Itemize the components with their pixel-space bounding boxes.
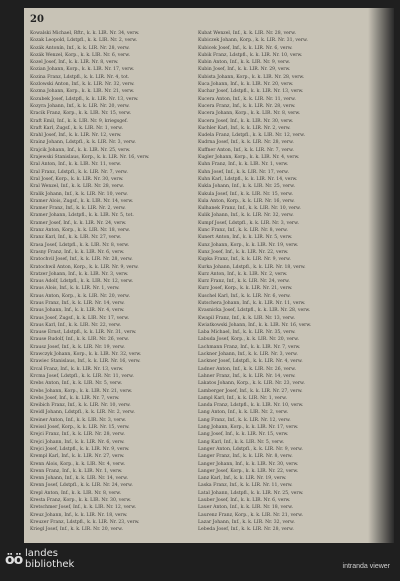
list-entry: Krasa Josef, Ldstpfl., k. k. LIR. Nr. 8, verw. <box>30 242 130 248</box>
list-entry: Kranz Karl, Inf., k. k. LIR. Nr. 27, verw. <box>30 235 122 241</box>
list-entry: Kreuzer Franz, Ldstpfl., k. k. LIR. Nr. 23, verw. <box>30 519 140 525</box>
list-entry: Krebs Johann, Korp., k. k. LIR. Nr. 21, verw. <box>30 388 133 394</box>
list-entry: Kozlowski Anton, Inf., k. k. LIR. Nr. 32, verw. <box>30 82 135 88</box>
list-entry: Labuda Josef, Korp., k. k. LIR. Nr. 20, verw. <box>198 337 299 343</box>
list-entry: Lazar Johann, Inf., k. k. LIR. Nr. 32, verw. <box>198 519 295 525</box>
list-entry: Kucera Johann, Korp., k. k. LIR. Nr. 8, verw. <box>198 111 301 117</box>
list-entry: Langer Franz, Inf., k. k. LIR. Nr. 8, verw. <box>198 454 293 460</box>
list-entry: Kubista Johann, Korp., k. k. LIR. Nr. 28, verw. <box>198 74 305 80</box>
list-entry: Krcma Josef, Ldstpfl., k. k. LIR. Nr. 11, verw. <box>30 373 134 379</box>
list-entry: Kubiczek Johann, Korp., k. k. LIR. Nr. 31, verw. <box>198 38 308 44</box>
list-entry: Kunz Johann, Korp., k. k. LIR. Nr. 19, verw. <box>198 242 299 248</box>
list-entry: Kudrna Josef, Inf., k. k. LIR. Nr. 28, verw. <box>198 140 294 146</box>
list-entry: Kraft Emil, Inf., k. k. LIR. Nr. 9, kriegsgef. <box>30 118 128 124</box>
list-entry: Kresta Franz, Korp., k. k. LIR. Nr. 30, verw. <box>30 498 132 503</box>
list-entry: Kratochvil Josef, Inf., k. k. LIR. Nr. 28, verw. <box>30 257 133 263</box>
list-entry: Kreibich Franz, Inf., k. k. LIR. Nr. 10, verw. <box>30 403 131 409</box>
list-entry: Krainz Johann, Ldstpfl., k. k. LIR. Nr. 3, verw. <box>30 140 136 146</box>
list-entry: Krempl Karl, Inf., k. k. LIR. Nr. 27, verw. <box>30 454 125 460</box>
list-entry: Kuschel Karl, Inf., k. k. LIR. Nr. 6, verw. <box>198 293 291 299</box>
list-entry: Krepl Anton, Inf., k. k. LIR. Nr. 8, verw. <box>30 490 122 496</box>
list-entry: Latal Johann, Ldstpfl., k. k. LIR. Nr. 25, verw. <box>198 490 304 496</box>
list-entry: Kupka Franz, Inf., k. k. LIR. Nr. 9, verw. <box>198 257 291 263</box>
list-entry: Krejci Johann, Inf., k. k. LIR. Nr. 6, verw. <box>30 439 125 445</box>
list-entry: Kozák Antonín, Inf., k. k. LIR. Nr. 28, verw. <box>30 45 130 51</box>
list-entry: Kreidl Johann, Ldstpfl., k. k. LIR. Nr. 2, verw. <box>30 410 135 416</box>
list-entry: Kurka Johann, Ldstpfl., k. k. LIR. Nr. 18, verw. <box>198 264 306 270</box>
list-entry: Krejci Franz, Inf., k. k. LIR. Nr. 28, verw. <box>30 432 125 438</box>
list-entry: Kuffner Anton, Inf., k. k. LIR. Nr. 7, verw. <box>198 147 294 153</box>
list-entry: Kurz Josef, Korp., k. k. LIR. Nr. 21, verw. <box>198 286 293 292</box>
list-entry: Lakatos Johann, Korp., k. k. LIR. Nr. 23, verw. <box>198 381 305 387</box>
list-entry: Kral Franz, Ldstpfl., k. k. LIR. Nr. 7, verw. <box>30 169 128 175</box>
list-entry: Kucera Anton, Inf., k. k. LIR. Nr. 11, verw. <box>198 96 296 102</box>
list-entry: Lampl Karl, Inf., k. k. LIR. Nr. 1, verw. <box>198 395 287 401</box>
list-entry: Kubicek Josef, Inf., k. k. LIR. Nr. 6, verw. <box>198 45 293 51</box>
list-entry: Lang Josef, Inf., k. k. LIR. Nr. 15, verw. <box>198 432 289 438</box>
list-entry: Kramer Franz, Inf., k. k. LIR. Nr. 2, verw. <box>30 206 126 212</box>
list-entry: Lang Johann, Korp., k. k. LIR. Nr. 17, verw. <box>198 425 299 431</box>
list-entry: Kraus Karl, Inf., k. k. LIR. Nr. 22, verw. <box>30 322 121 328</box>
list-entry: Kubat Wenzel, Inf., k. k. LIR. Nr. 28, verw. <box>198 31 296 36</box>
list-entry: Kuchar Josef, Ldstpfl., k. k. LIR. Nr. 13, verw. <box>198 89 304 95</box>
list-entry: Kral Anton, Inf., k. k. LIR. Nr. 11, verw. <box>30 162 122 168</box>
list-entry: Kucera Josef, Inf., k. k. LIR. Nr. 30, verw. <box>198 118 294 124</box>
list-entry: Kukula Josef, Inf., k. k. LIR. Nr. 15, verw. <box>198 191 293 197</box>
list-entry: Kozina Franz, Ldstpfl., k. k. LIR. Nr. 4, tot. <box>30 74 130 80</box>
list-entry: Krajcik Johann, Inf., k. k. LIR. Nr. 25, verw. <box>30 147 131 153</box>
list-entry: Kurz Anton, Inf., k. k. LIR. Nr. 2, verw. <box>198 271 288 277</box>
list-entry: Kula Anton, Korp., k. k. LIR. Nr. 16, verw. <box>198 198 295 204</box>
list-entry: Kozubek Josef, Ldstpfl., k. k. LIR. Nr. 13, verw. <box>30 96 139 102</box>
book-gutter <box>368 8 394 543</box>
list-entry: Kugler Johann, Korp., k. k. LIR. Nr. 4, verw. <box>198 155 300 161</box>
list-entry: Krawczyk Johann, Korp., k. k. LIR. Nr. 32, verw. <box>30 352 142 358</box>
list-entry: Kriegl Josef, Inf., k. k. LIR. Nr. 20, verw. <box>30 527 123 533</box>
list-entry: Lackner Josef, Ldstpfl., k. k. LIR. Nr. 4, verw. <box>198 359 303 365</box>
list-entry: Langer Johann, Inf., k. k. LIR. Nr. 30, verw. <box>198 461 299 467</box>
list-entry: Kranz Anton, Korp., k. k. LIR. Nr. 18, verw. <box>30 228 130 234</box>
list-entry: Kraus Franz, Inf., k. k. LIR. Nr. 14, verw. <box>30 300 125 306</box>
list-entry: Krajewski Stanislaus, Korp., k. k. LIR. Nr. 16, verw. <box>30 155 150 161</box>
list-entry: Kulhanek Franz, Inf., k. k. LIR. Nr. 10, verw. <box>198 206 301 212</box>
list-entry: Kuca Johann, Inf., k. k. LIR. Nr. 20, verw. <box>198 82 294 88</box>
list-entry: Kramer Josef, Inf., k. k. LIR. Nr. 24, verw. <box>30 220 127 226</box>
list-entry: Lang Anton, Inf., k. k. LIR. Nr. 2, verw. <box>198 410 289 416</box>
list-entry: Lang Karl, Inf., k. k. LIR. Nr. 5, verw. <box>198 439 285 445</box>
list-entry: Lanz Karl, Inf., k. k. LIR. Nr. 19, verw. <box>198 476 287 482</box>
logo-line-2: bibliothek <box>25 559 75 570</box>
page-number: 20 <box>30 14 44 25</box>
list-entry: Kozyra Johann, Inf., k. k. LIR. Nr. 20, verw. <box>30 103 130 109</box>
list-entry: Kukla Johann, Inf., k. k. LIR. Nr. 25, verw. <box>198 184 295 190</box>
list-entry: Kracik Franz, Korp., k. k. LIR. Nr. 15, verw. <box>30 111 132 117</box>
list-entry: Krause Ernst, Ldstpfl., k. k. LIR. Nr. 31, verw. <box>30 330 137 336</box>
list-entry: Kwiatkowski Johann, Inf., k. k. LIR. Nr. 16, verw. <box>198 322 312 328</box>
list-entry: Kral Wenzel, Inf., k. k. LIR. Nr. 28, verw. <box>30 184 124 190</box>
list-entry: Kuhn Franz, Inf., k. k. LIR. Nr. 1, verw. <box>198 162 289 168</box>
list-entry: Kozel Josef, Inf., k. k. LIR. Nr. 8, verw. <box>30 60 119 66</box>
list-entry: Krawiec Stanislaus, Inf., k. k. LIR. Nr. 16, verw. <box>30 359 141 365</box>
list-entry: Kubin Anton, Inf., k. k. LIR. Nr. 9, verw. <box>198 60 291 66</box>
list-entry: Kraus Alois, Inf., k. k. LIR. Nr. 1, verw. <box>30 286 120 292</box>
list-entry: Lebeda Josef, Inf., k. k. LIR. Nr. 28, verw. <box>198 527 294 533</box>
list-entry: Kuchler Karl, Inf., k. k. LIR. Nr. 2, verw. <box>198 125 291 131</box>
list-entry: Kozák Wenzel, Korp., k. k. LIR. Nr. 6, verw. <box>30 52 131 58</box>
list-entry: Kuhn Josef, Inf., k. k. LIR. Nr. 17, verw. <box>198 169 289 175</box>
list-entry: Kreiner Anton, Inf., k. k. LIR. Nr. 3, verw. <box>30 417 127 423</box>
list-entry: Kwapil Franz, Inf., k. k. LIR. Nr. 13, verw. <box>198 315 295 321</box>
logo-line-1: landes <box>25 548 58 559</box>
logo-mark-icon: öö <box>5 552 23 568</box>
list-entry: Kubin Josef, Inf., k. k. LIR. Nr. 29, verw. <box>198 67 291 73</box>
list-entry: Krebs Josef, Inf., k. k. LIR. Nr. 7, verw. <box>30 395 120 401</box>
list-entry: Kraus Adolf, Ldstpfl., k. k. LIR. Nr. 12, verw. <box>30 279 134 285</box>
list-entry: Laurenz Franz, Korp., k. k. LIR. Nr. 21, verw. <box>198 512 303 518</box>
list-entry: Kutschera Johann, Inf., k. k. LIR. Nr. 11, verw. <box>198 300 306 306</box>
list-entry: Kurz Franz, Inf., k. k. LIR. Nr. 24, verw. <box>198 279 290 285</box>
list-entry: Ladner Anton, Inf., k. k. LIR. Nr. 26, verw. <box>198 366 296 372</box>
list-entry: Krejci Josef, Ldstpfl., k. k. LIR. Nr. 9, verw. <box>30 446 130 452</box>
list-entry: Kuhn Karl, Ldstpfl., k. k. LIR. Nr. 14, verw. <box>198 176 298 182</box>
list-entry: Kreissl Josef, Korp., k. k. LIR. Nr. 15, verw. <box>30 425 130 431</box>
list-entry: Kreuz Johann, Inf., k. k. LIR. Nr. 18, verw. <box>30 512 128 518</box>
list-entry: Kulik Johann, Inf., k. k. LIR. Nr. 32, verw. <box>198 213 294 219</box>
list-entry: Kraus Anton, Korp., k. k. LIR. Nr. 20, verw. <box>30 293 130 299</box>
list-entry: Kramer Alois, Zugsf., k. k. LIR. Nr. 14, verw. <box>30 198 134 204</box>
list-entry: Krause Rudolf, Inf., k. k. LIR. Nr. 26, verw. <box>30 337 130 343</box>
list-entry: Kraus Josef, Zugsf., k. k. LIR. Nr. 17, verw. <box>30 315 130 321</box>
list-entry: Kubik Franz, Ldstpfl., k. k. LIR. Nr. 10, verw. <box>198 52 303 58</box>
list-entry: Kramer Johann, Ldstpfl., k. k. LIR. Nr. 5, tot. <box>30 213 134 219</box>
list-entry: Kozak Leopold, Ldstpfl., k. k. LIR. Nr. 2, verw. <box>30 38 138 44</box>
list-entry: Kraus Johann, Inf., k. k. LIR. Nr. 4, verw. <box>30 308 125 314</box>
list-entry: Laska Franz, Inf., k. k. LIR. Nr. 11, verw. <box>198 483 293 489</box>
list-entry: Krcal Franz, Inf., k. k. LIR. Nr. 13, verw. <box>30 366 124 372</box>
list-entry: Kvasnicka Josef, Ldstpfl., k. k. LIR. Nr. 28, verw. <box>198 308 311 314</box>
list-entry: Kumpf Josef, Ldstpfl., k. k. LIR. Nr. 3, verw. <box>198 220 299 226</box>
left-column <box>30 30 193 535</box>
list-entry: Krenn Alois, Korp., k. k. LIR. Nr. 4, verw. <box>30 461 126 467</box>
list-entry: Lauer Anton, Inf., k. k. LIR. Nr. 18, verw. <box>198 505 293 511</box>
list-entry: Krebs Anton, Inf., k. k. LIR. Nr. 5, verw. <box>30 381 123 387</box>
list-entry: Kratzer Johann, Inf., k. k. LIR. Nr. 3, verw. <box>30 271 129 277</box>
list-entry: Kozma Johann, Korp., k. k. LIR. Nr. 21, verw. <box>30 89 135 95</box>
viewer-label: intranda viewer <box>342 563 390 570</box>
list-entry: Lachmann Franz, Inf., k. k. LIR. Nr. 7, verw. <box>198 344 301 350</box>
logo-text <box>25 548 74 570</box>
list-entry: Lamberger Josef, Inf., k. k. LIR. Nr. 27, verw. <box>198 388 303 394</box>
list-entry: Kudela Franz, Ldstpfl., k. k. LIR. Nr. 12, verw. <box>198 133 306 139</box>
list-entry: Kowalski Michael, Rftr., k. k. LIR. Nr. 34, verw. <box>30 31 140 36</box>
list-entry: Lackner Johann, Inf., k. k. LIR. Nr. 3, verw. <box>198 352 298 358</box>
list-entry: Krenn Johann, Inf., k. k. LIR. Nr. 14, verw. <box>30 476 128 482</box>
list-entry: Krenn Franz, Inf., k. k. LIR. Nr. 1, verw. <box>30 468 123 474</box>
list-entry: Kraft Karl, Zugsf., k. k. LIR. Nr. 1, verw. <box>30 125 123 131</box>
list-entry: Langer Anton, Ldstpfl., k. k. LIR. Nr. 9, verw. <box>198 446 303 452</box>
list-entry: Kunz Josef, Inf., k. k. LIR. Nr. 22, verw. <box>198 249 289 255</box>
list-entry: Kretschmer Josef, Inf., k. k. LIR. Nr. 12, verw. <box>30 505 137 511</box>
list-entry: Krahl Josef, Inf., k. k. LIR. Nr. 12, verw. <box>30 133 122 139</box>
right-column <box>198 30 366 535</box>
list-entry: Lahner Franz, Inf., k. k. LIR. Nr. 14, verw. <box>198 373 296 379</box>
list-entry: Kral Josef, Korp., k. k. LIR. Nr. 30, verw. <box>30 176 124 182</box>
list-entry: Langer Josef, Korp., k. k. LIR. Nr. 22, verw. <box>198 468 299 474</box>
list-entry: Kratochwil Anton, Korp., k. k. LIR. Nr. 9, verw. <box>30 264 139 270</box>
list-entry: Laba Michael, Inf., k. k. LIR. Nr. 35, verw. <box>198 330 296 336</box>
list-entry: Krausz Josef, Inf., k. k. LIR. Nr. 19, verw. <box>30 344 125 350</box>
list-entry: Krasny Franz, Inf., k. k. LIR. Nr. 6, verw. <box>30 249 125 255</box>
list-entry: Kunert Anton, Inf., k. k. LIR. Nr. 5, verw. <box>198 235 293 241</box>
list-entry: Kunc Franz, Inf., k. k. LIR. Nr. 8, verw. <box>198 228 288 234</box>
list-entry: Kralik Johann, Inf., k. k. LIR. Nr. 10, verw. <box>30 191 128 197</box>
scanned-page <box>24 8 394 543</box>
list-entry: Lauber Josef, Inf., k. k. LIR. Nr. 6, verw. <box>198 498 291 503</box>
list-entry: Krenn Josef, Ldstpfl., k. k. LIR. Nr. 24, verw. <box>30 483 133 489</box>
list-entry: Lang Franz, Inf., k. k. LIR. Nr. 12, verw. <box>198 417 291 423</box>
list-entry: Kucera Franz, Inf., k. k. LIR. Nr. 28, verw. <box>198 103 296 109</box>
list-entry: Landa Franz, Ldstpfl., k. k. LIR. Nr. 10, verw. <box>198 403 304 409</box>
list-entry: Kozian Johann, Korp., k. k. LIR. Nr. 17, verw. <box>30 67 135 73</box>
